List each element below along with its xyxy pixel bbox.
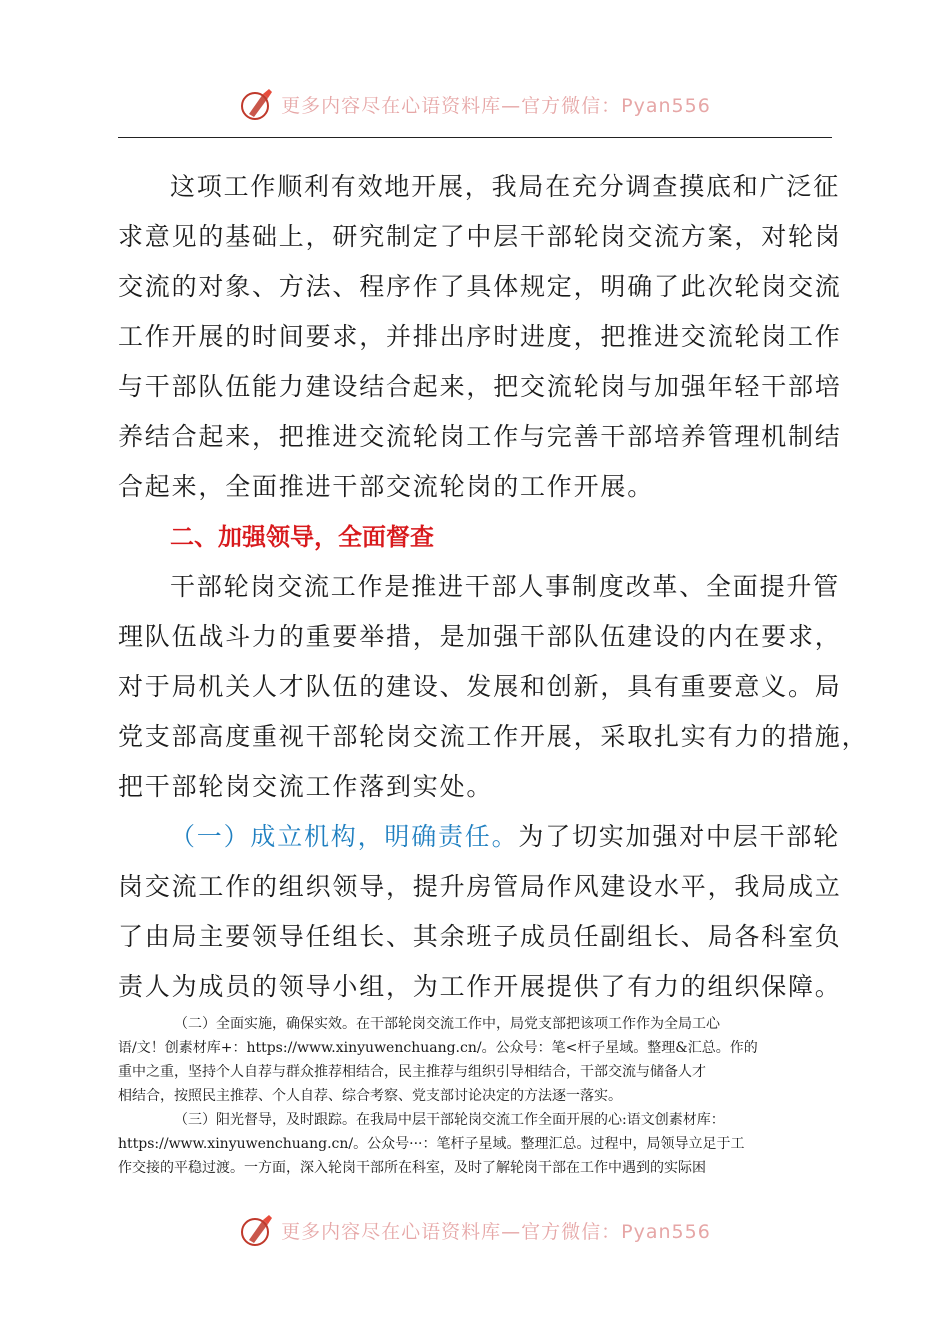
- text-line: 把干部轮岗交流工作落到实处。: [118, 772, 494, 801]
- text-line: 语/文！创素材库+：https://www.xinyuwenchuang.cn/。公众号：笔<杆子星域。整理&汇总。作的: [118, 1040, 758, 1056]
- header-banner: [0, 84, 950, 124]
- text-line: 了由局主要领导任组长、其余班子成员任副组长、局各科室负: [118, 922, 842, 951]
- text-line: 岗交流工作的组织领导，提升房管局作风建设水平，我局成立: [118, 872, 842, 901]
- pen-nib-icon: [239, 86, 275, 122]
- text-line: （三）阳光督导，及时跟踪。在我局中层干部轮岗交流工作全面开展的心:语文创素材库：: [174, 1112, 725, 1128]
- text-line: 理队伍战斗力的重要举措，是加强干部队伍建设的内在要求，: [118, 622, 842, 651]
- small-paragraphs: [118, 1012, 832, 1180]
- text-line: 干部轮岗交流工作是推进干部人事制度改革、全面提升管: [170, 572, 841, 601]
- footer-banner: [0, 1210, 950, 1250]
- header-divider: [118, 137, 832, 138]
- text-span: 为了切实加强对中层干部轮: [518, 822, 841, 851]
- paragraph-2: [118, 562, 869, 812]
- text-line: （二）全面实施，确保实效。在干部轮岗交流工作中，局党支部把该项工作作为全局工心: [174, 1016, 720, 1032]
- text-line: 责人为成员的领导小组，为工作开展提供了有力的组织保障。: [118, 972, 842, 1001]
- text-line: 工作开展的时间要求，并排出序时进度，把推进交流轮岗工作: [118, 322, 842, 351]
- text-line: https://www.xinyuwenchuang.cn/。公众号···：笔杆子星域。整理汇总。过程中，局领导立足于工: [118, 1136, 745, 1152]
- text-line: 党支部高度重视干部轮岗交流工作开展，采取扎实有力的措施，: [118, 722, 869, 751]
- text-line: 重中之重，坚持个人自荐与群众推荐相结合，民主推荐与组织引导相结合，干部交流与储备人才: [118, 1064, 706, 1080]
- text-line: 养结合起来，把推进交流轮岗工作与完善干部培养管理机制结: [118, 422, 842, 451]
- text-line: 作交接的平稳过渡。一方面，深入轮岗干部所在科室，及时了解轮岗干部在工作中遇到的实际困: [118, 1160, 706, 1176]
- text-line: 交流的对象、方法、程序作了具体规定，明确了此次轮岗交流: [118, 272, 842, 301]
- section-heading: 二、加强领导，全面督查: [170, 523, 434, 551]
- paragraph-1: [118, 162, 842, 512]
- banner-text: 更多内容尽在心语资料库—官方微信：Pyan556: [281, 94, 711, 117]
- text-line: 求意见的基础上，研究制定了中层干部轮岗交流方案，对轮岗: [118, 222, 842, 251]
- banner-text: 更多内容尽在心语资料库—官方微信：Pyan556: [281, 1220, 711, 1243]
- text-line: [118, 812, 841, 862]
- text-line: 相结合，按照民主推荐、个人自荐、综合考察、党支部讨论决定的方法逐一落实。: [118, 1088, 622, 1104]
- subsection-heading: （一）成立机构，明确责任。: [170, 822, 519, 851]
- text-line: 与干部队伍能力建设结合起来，把交流轮岗与加强年轻干部培: [118, 372, 842, 401]
- pen-nib-icon: [239, 1212, 275, 1248]
- text-line: 合起来，全面推进干部交流轮岗的工作开展。: [118, 472, 655, 501]
- paragraph-3: [118, 812, 842, 1012]
- text-line: 对于局机关人才队伍的建设、发展和创新，具有重要意义。局: [118, 672, 842, 701]
- text-line: 这项工作顺利有效地开展，我局在充分调查摸底和广泛征: [170, 172, 841, 201]
